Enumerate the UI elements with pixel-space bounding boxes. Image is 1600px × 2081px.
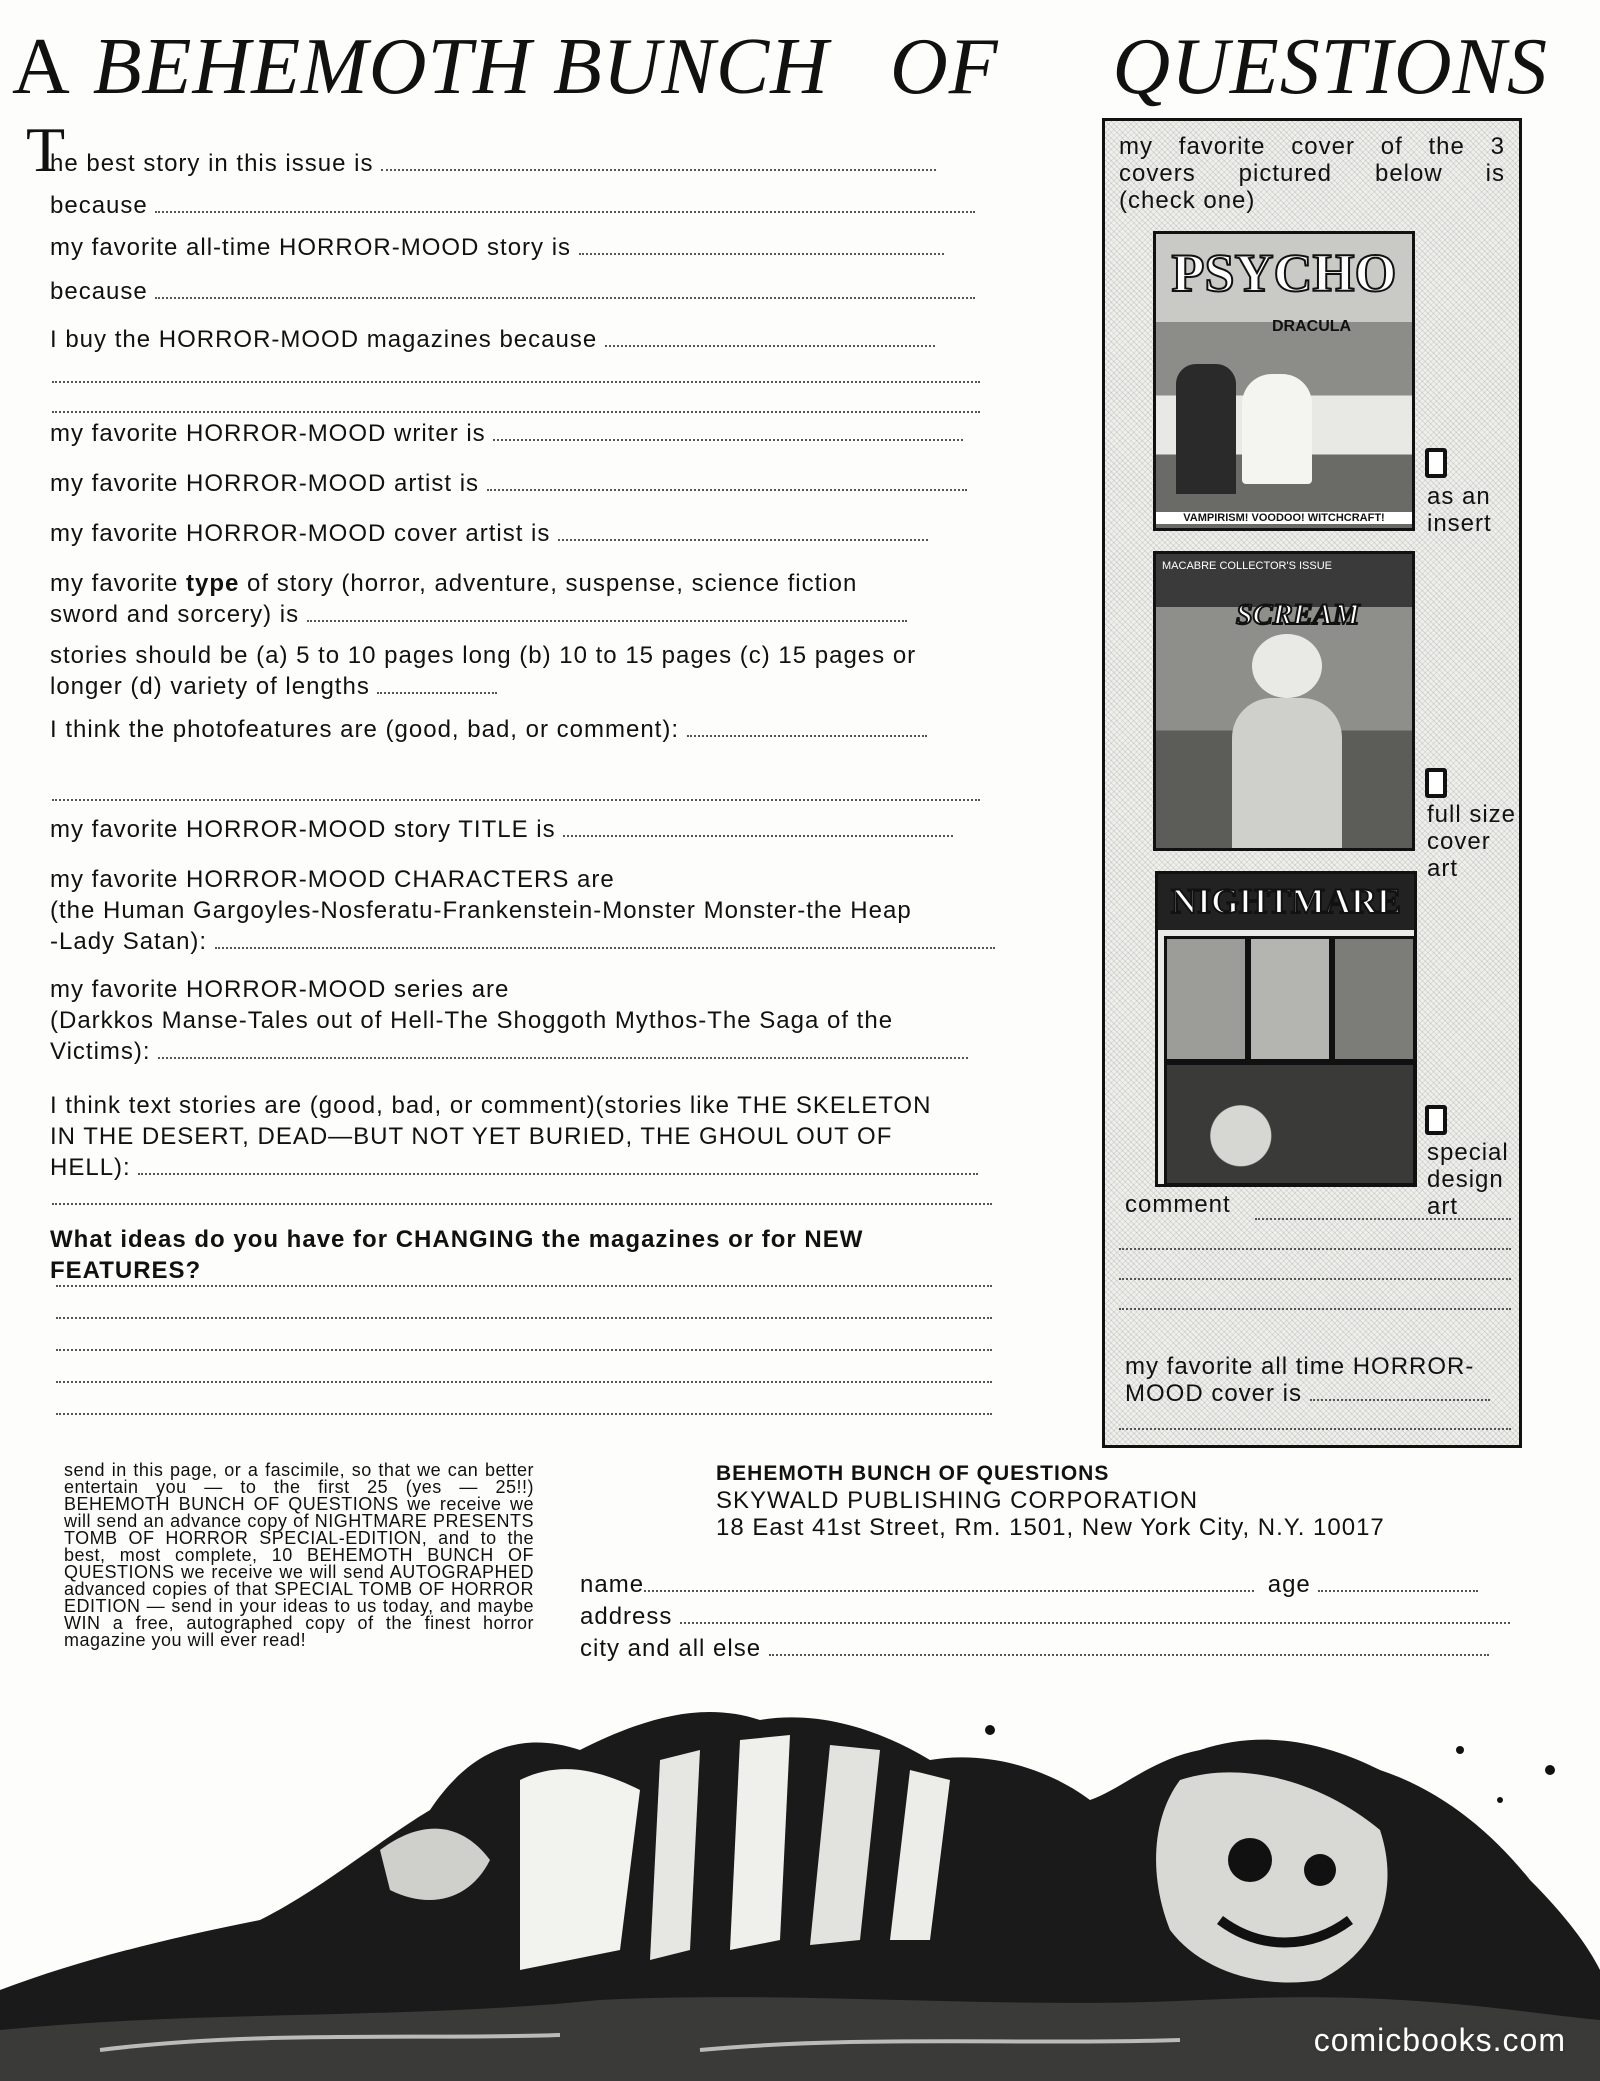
option-full-size: full size cover art <box>1427 801 1517 882</box>
question-alltime-story[interactable]: my favorite all-time HORROR-MOOD story is <box>50 232 1000 263</box>
comic-panel <box>1164 1062 1416 1186</box>
question-story-title[interactable]: my favorite HORROR-MOOD story TITLE is <box>50 814 1000 845</box>
answer-line[interactable] <box>605 344 935 347</box>
comic-panel <box>1164 936 1248 1062</box>
question-writer[interactable]: my favorite HORROR-MOOD writer is <box>50 418 1000 449</box>
title-right: QUESTIONS <box>1112 23 1548 111</box>
option-insert: as an insert <box>1427 483 1492 537</box>
cover-logo: PSYCHO <box>1171 243 1397 303</box>
skull-figure <box>1252 634 1322 698</box>
question-series[interactable]: my favorite HORROR-MOOD series are (Darkkos Manse-Tales out of Hell-The Shoggoth Mythos-The Saga of the Victims): <box>50 974 1000 1067</box>
panel-intro: my favorite cover of the 3 covers pictured below is <box>1119 133 1505 187</box>
question-artist[interactable]: my favorite HORROR-MOOD artist is <box>50 468 1000 499</box>
cover-logo: SCREAM <box>1236 598 1360 631</box>
page-title <box>12 22 1592 113</box>
answer-line[interactable] <box>307 619 907 622</box>
answer-line[interactable] <box>56 1316 992 1319</box>
cover-psycho <box>1153 231 1415 531</box>
answer-line[interactable] <box>52 410 980 413</box>
name-age-field[interactable]: name age <box>580 1570 1478 1600</box>
cover-vote-panel <box>1102 118 1522 1448</box>
answer-line[interactable] <box>52 1202 992 1205</box>
name-input[interactable] <box>644 1589 1254 1592</box>
question-story-type[interactable]: my favorite type of story (horror, adventure, suspense, science fiction sword and sorcery) is <box>50 568 1000 630</box>
answer-line[interactable] <box>52 798 980 801</box>
question-best-story-because[interactable]: because <box>50 190 1000 221</box>
question-characters[interactable]: my favorite HORROR-MOOD CHARACTERS are (the Human Gargoyles-Nosferatu-Frankenstein-Monster Monster-the Heap -Lady Satan): <box>50 864 1000 957</box>
question-best-story[interactable]: T he best story in this issue is <box>50 148 1000 179</box>
question-photofeatures[interactable]: I think the photofeatures are (good, bad, or comment): <box>50 714 1000 745</box>
cover-bottom-text: VAMPIRISM! VOODOO! WITCHCRAFT! <box>1156 512 1412 524</box>
answer-line[interactable] <box>487 488 967 491</box>
answer-line[interactable] <box>158 1056 968 1059</box>
cover-tag: DRACULA <box>1272 318 1352 335</box>
answer-line[interactable] <box>377 691 497 694</box>
drop-cap: T <box>26 114 67 185</box>
answer-line[interactable] <box>215 946 995 949</box>
contest-blurb: send in this page, or a fascimile, so that we can better entertain you — to the first 25 (yes — 25!!) BEHEMOTH BUNCH OF QUESTIONS we receive we will send an advance copy of NIGHTMARE PRESENTS TOMB OF HORROR SPECIAL-EDITION, and to the best, most complete, 10 BEHEMOTH BUNCH OF QUESTIONS we receive we will send AUTOGRAPHED advanced copies of that SPECIAL TOMB OF HORROR EDITION — send in your ideas to us today, and maybe WIN a free, autographed copy of the finest horror magazine you will ever read! <box>64 1460 534 1650</box>
answer-line[interactable] <box>56 1284 992 1287</box>
answer-line[interactable] <box>155 296 975 299</box>
cover-tag: MACABRE COLLECTOR'S ISSUE <box>1162 560 1332 572</box>
title-left: BEHEMOTH BUNCH <box>92 23 829 111</box>
answer-line[interactable] <box>579 252 944 255</box>
question-cover-artist[interactable]: my favorite HORROR-MOOD cover artist is <box>50 518 1000 549</box>
checkbox-insert[interactable] <box>1425 448 1447 478</box>
panel-intro-check: (check one) <box>1119 187 1256 214</box>
answer-line[interactable] <box>687 734 927 737</box>
age-input[interactable] <box>1318 1589 1478 1592</box>
question-ideas: What ideas do you have for CHANGING the magazines or for NEW FEATURES? <box>50 1226 864 1284</box>
city-input[interactable] <box>769 1653 1489 1656</box>
title-of: OF <box>889 23 999 111</box>
comment-line[interactable] <box>1255 1217 1511 1220</box>
question-text-stories[interactable]: I think text stories are (good, bad, or comment)(stories like THE SKELETON IN THE DESERT, DEAD—BUT NOT YET BURIED, THE GHOUL OUT OF HELL): <box>50 1090 1000 1183</box>
address-field[interactable]: address <box>580 1602 1510 1632</box>
watermark: comicbooks.com <box>1313 2022 1566 2058</box>
alltime-cover-question[interactable]: my favorite all time HORROR- MOOD cover is <box>1125 1353 1490 1407</box>
title-article: A <box>12 23 71 111</box>
answer-line[interactable] <box>56 1412 992 1415</box>
question-buy-because[interactable]: I buy the HORROR-MOOD magazines because <box>50 324 1000 355</box>
answer-line[interactable] <box>563 834 953 837</box>
checkbox-full-size[interactable] <box>1425 768 1447 798</box>
answer-line[interactable] <box>138 1172 978 1175</box>
cover-figure <box>1242 374 1312 484</box>
cover-figure <box>1176 364 1236 494</box>
checkbox-special-design[interactable] <box>1425 1105 1447 1135</box>
answer-line[interactable] <box>493 438 963 441</box>
comic-panel <box>1248 936 1332 1062</box>
answer-line[interactable] <box>56 1348 992 1351</box>
cover-logo: NIGHTMARE <box>1170 881 1401 921</box>
comment-line[interactable] <box>1119 1307 1511 1310</box>
answer-line[interactable] <box>381 168 936 171</box>
cover-scream <box>1153 551 1415 851</box>
alltime-line[interactable] <box>1119 1427 1511 1430</box>
answer-line[interactable] <box>155 210 975 213</box>
address-input[interactable] <box>680 1621 1510 1624</box>
question-story-length[interactable]: stories should be (a) 5 to 10 pages long (b) 10 to 15 pages (c) 15 pages or longer (d) variety of lengths <box>50 642 917 700</box>
comment-label: comment <box>1125 1191 1231 1218</box>
skeleton-figure <box>1232 698 1342 848</box>
comic-panel <box>1332 936 1416 1062</box>
question-alltime-because[interactable]: because <box>50 276 1000 307</box>
answer-line[interactable] <box>52 380 980 383</box>
cover-nightmare <box>1155 871 1417 1187</box>
answer-line[interactable] <box>56 1380 992 1383</box>
city-field[interactable]: city and all else <box>580 1634 1489 1664</box>
mailing-address: BEHEMOTH BUNCH OF QUESTIONS SKYWALD PUBLISHING CORPORATION 18 East 41st Street, Rm. 1501, New York City, N.Y. 10017 <box>716 1462 1385 1541</box>
answer-line[interactable] <box>558 538 928 541</box>
comment-line[interactable] <box>1119 1247 1511 1250</box>
comment-line[interactable] <box>1119 1277 1511 1280</box>
option-special-design: special design art <box>1427 1139 1509 1220</box>
